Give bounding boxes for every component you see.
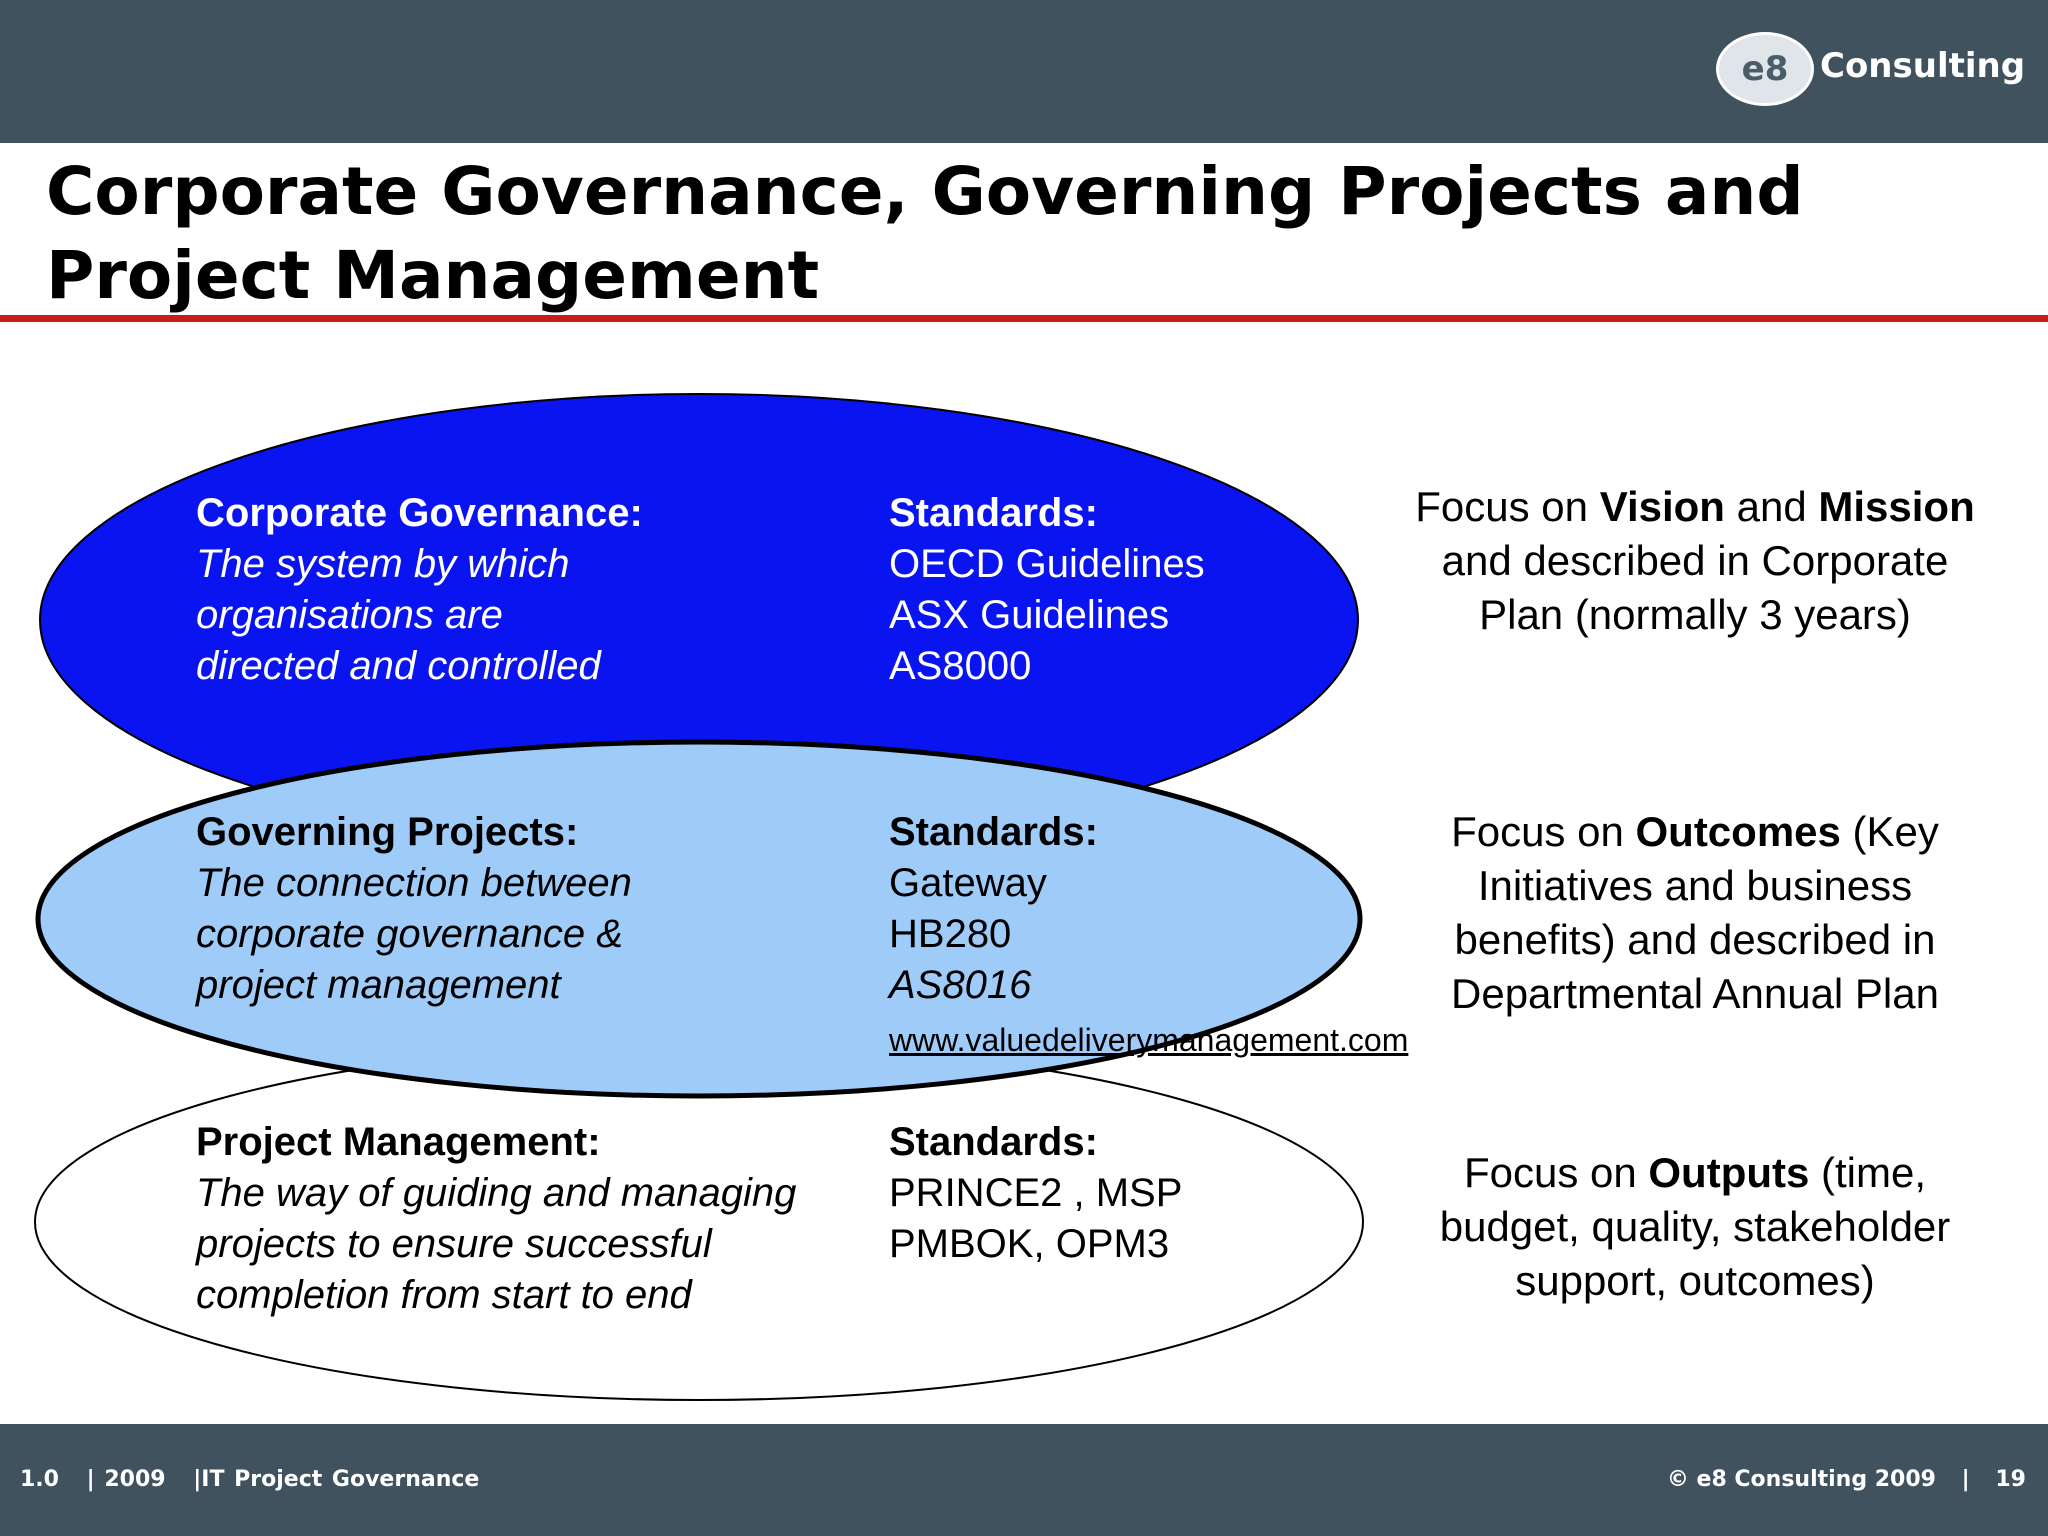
standard-item: ASX Guidelines	[889, 593, 1170, 637]
focus-line-2: and described in Corporate	[1441, 537, 1949, 584]
governing-projects-desc-3: project management	[196, 963, 561, 1007]
standard-item: AS8000	[889, 644, 1032, 688]
footer-topic: |IT Project Governance	[193, 1467, 480, 1492]
project-management-focus	[1380, 1146, 2010, 1308]
focus-line-1: Focus on Outcomes (Key	[1451, 808, 1939, 855]
footer-year: | 2009	[86, 1467, 166, 1492]
governing-projects-desc-1: The connection between	[196, 861, 632, 905]
governing-projects-focus	[1380, 805, 2010, 1021]
standard-item: PRINCE2 , MSP	[889, 1171, 1183, 1215]
corporate-governance-desc-3: directed and controlled	[196, 644, 601, 688]
standards-heading: Standards:	[889, 491, 1098, 535]
corporate-governance-desc-1: The system by which	[196, 542, 570, 586]
governing-projects-heading: Governing Projects:	[196, 810, 579, 854]
standards-heading: Standards:	[889, 810, 1098, 854]
page-title-line-2: Project Management	[46, 237, 820, 314]
logo-text: Consulting	[1820, 46, 2026, 86]
project-management-desc-1: The way of guiding and managing	[196, 1171, 797, 1215]
project-management-text	[196, 1117, 796, 1321]
focus-line-3: benefits) and described in	[1454, 916, 1936, 963]
focus-line-3: Plan (normally 3 years)	[1479, 591, 1911, 638]
corporate-governance-text	[196, 488, 643, 692]
governing-projects-desc-2: corporate governance &	[196, 912, 623, 956]
footer-left	[20, 1467, 497, 1492]
corporate-governance-heading: Corporate Governance:	[196, 491, 643, 535]
project-management-desc-3: completion from start to end	[196, 1273, 692, 1317]
standard-item: OECD Guidelines	[889, 542, 1205, 586]
focus-line-3: support, outcomes)	[1515, 1257, 1875, 1304]
standard-item: Gateway	[889, 861, 1047, 905]
standard-item: HB280	[889, 912, 1012, 956]
project-management-heading: Project Management:	[196, 1120, 601, 1164]
value-delivery-link[interactable]: www.valuedeliverymanagement.com	[889, 1022, 1409, 1058]
focus-line-1: Focus on Outputs (time,	[1463, 1149, 1927, 1196]
governing-projects-standards	[889, 807, 1098, 1011]
focus-line-4: Departmental Annual Plan	[1451, 970, 1939, 1017]
footer-page-number: 19	[1995, 1467, 2026, 1492]
corporate-governance-desc-2: organisations are	[196, 593, 503, 637]
governing-projects-text	[196, 807, 632, 1011]
page-title-line-1: Corporate Governance, Governing Projects and	[46, 153, 1804, 230]
logo-mark-text: e8	[1741, 49, 1789, 89]
footer-separator: |	[1961, 1467, 1970, 1492]
corporate-governance-standards	[889, 488, 1205, 692]
focus-line-2: Initiatives and business	[1477, 862, 1913, 909]
footer-right	[1649, 1467, 2026, 1492]
footer-copyright: © e8 Consulting 2009	[1666, 1467, 1936, 1492]
project-management-desc-2: projects to ensure successful	[196, 1222, 712, 1266]
focus-line-1: Focus on Vision and Mission	[1415, 483, 1975, 530]
standard-item: PMBOK, OPM3	[889, 1222, 1170, 1266]
standard-item: AS8016	[889, 963, 1032, 1007]
corporate-governance-focus	[1380, 480, 2010, 642]
footer-version: 1.0	[20, 1467, 59, 1492]
standards-heading: Standards:	[889, 1120, 1098, 1164]
project-management-standards	[889, 1117, 1182, 1270]
focus-line-2: budget, quality, stakeholder	[1439, 1203, 1951, 1250]
